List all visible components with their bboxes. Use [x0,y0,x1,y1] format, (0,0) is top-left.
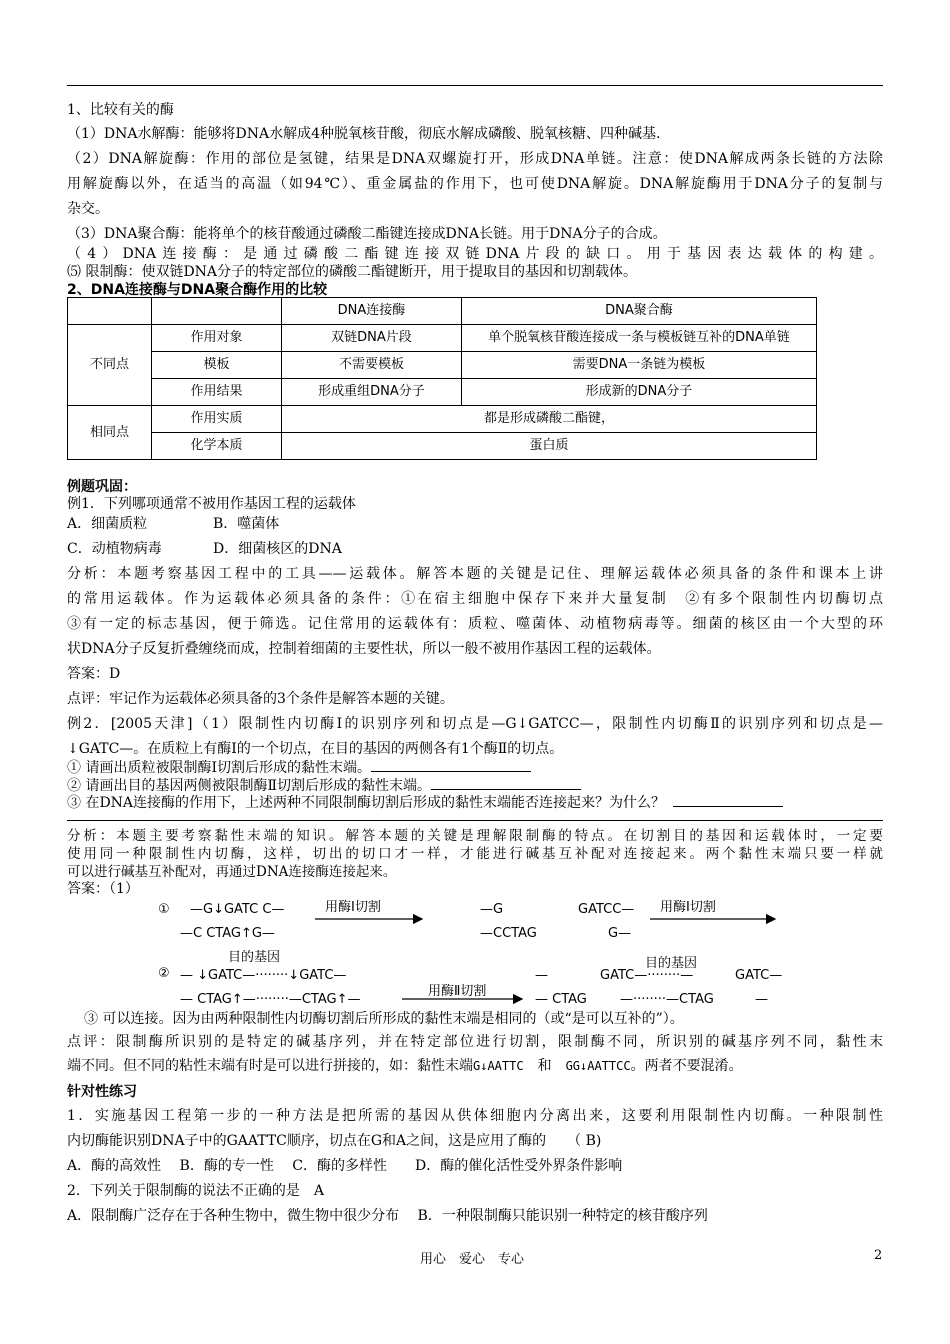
col-header-polymerase: DNA聚合酶 [462,298,817,325]
ex2-question-2: ↓GATC—。在质粒上有酶Ⅰ的一个切点，在目的基因的两侧各有1个酶Ⅱ的切点。 [67,741,564,757]
ex2-comment-1: 点评：限制酶所识别的是特定的碱基序列，并在特定部位进行切割，限制酶不同，所识别的碱基序列不同，黏性末 [67,1034,883,1050]
practice-heading: 针对性练习 [67,1084,137,1100]
ex1-options-cd [67,540,342,558]
d1-arrow2-label: 用酶Ⅰ切割 [660,900,716,915]
ex2-analysis-3: 可以进行碱基互补配对，再通过DNA连接酶连接起来。 [67,864,397,880]
table-row [68,352,817,379]
section1-p3: （3）DNA聚合酶：能将单个的核苷酸通过磷酸二酯键连接成DNA长链。用于DNA分子的合成。 [67,226,667,242]
d2-result1-bottom: — CTAG [535,992,587,1007]
d1-bottom-strand: —C CTAG↑G— [180,926,275,941]
group-diff: 不同点 [68,325,152,406]
table-cell: 单个脱氧核苷酸连接成一条与模板链互补的DNA单链 [462,325,817,352]
d1-result2-bottom: G— [608,926,632,941]
ex1-answer: 答案：D [67,666,121,682]
col-header-ligase: DNA连接酶 [282,298,462,325]
ex2-sub-2-text: ② 请画出目的基因两侧被限制酶Ⅱ切割后形成的黏性末端。 [67,778,431,794]
ex2-comment-2 [67,1057,743,1075]
d2-result2-top: GATC—········— [600,968,694,983]
ex2-sub-3 [67,794,783,812]
section2-heading: 2、DNA连接酶与DNA聚合酶作用的比较 [67,282,328,298]
ex2-analysis-2: 使用同一种限制性内切酶，这样，切出的切口才一样，才能进行碱基互补配对连接起来。两个黏性末端只要一样就 [67,846,883,862]
section1-p2c: 杂交。 [67,201,109,217]
group-same: 相同点 [68,406,152,460]
section1-p4: （4）DNA连接酶：是通过磷酸二酯键连接双链DNA片段的缺口。用于基因表达载体的构建。 [67,246,883,262]
practice-q1-options: A．酶的高效性 B．酶的专一性 C．酶的多样性 D．酶的催化活性受外界条件影响 [67,1158,623,1174]
row-label: 作用结果 [152,379,282,406]
ex2-comment-2-and: 和 [537,1058,552,1074]
examples-heading: 例题巩固： [67,479,137,495]
ex1-analysis-2: 的常用运载体。作为运载体必须具备的条件：①在宿主细胞中保存下来并大量复制 ②有多个限制性内切酶切点 [67,591,883,607]
ex1-option-b: B．噬菌体 [213,516,280,532]
header-rule [67,85,883,86]
d1-result1-bottom: —CCTAG [480,926,537,941]
table-row [68,406,817,433]
sticky-end-sequence-1: G↓AATTC [473,1059,524,1073]
ex1-question: 例1．下列哪项通常不被用作基因工程的运载体 [67,496,356,512]
table-row [68,433,817,460]
page-number: 2 [874,1248,883,1263]
ex2-comment-2-end: 。两者不要混淆。 [630,1058,743,1074]
answer-blank [431,789,581,790]
ex2-analysis-1: 分析：本题主要考察黏性末端的知识。解答本题的关键是理解限制酶的特点。在切割目的基因和运载体时，一定要 [67,828,883,844]
row-label: 化学本质 [152,433,282,460]
answer-blank-line [67,820,883,821]
table-row [68,379,817,406]
d2-top-strand: — ↓GATC—········↓GATC— [180,968,347,983]
practice-q1-line1: 1．实施基因工程第一步的一种方法是把所需的基因从供体细胞内分离出来，这要利用限制性内切酶。一种限制性 [67,1108,883,1124]
table-cell: 形成重组DNA分子 [282,379,462,406]
table-cell: 蛋白质 [282,433,817,460]
ex2-sub-2 [67,777,581,795]
answer-blank [673,806,783,807]
sticky-end-sequence-2: GG↓AATTCC [565,1059,631,1073]
d1-result1-top: —G [480,902,504,917]
ex1-option-a: A．细菌质粒 [67,516,148,532]
ex2-answer-3: ③ 可以连接。因为由两种限制性内切酶切割后所形成的黏性末端是相同的（或“是可以互补的”）。 [84,1011,684,1027]
d1-result2-top: GATCC— [578,902,635,917]
ex2-sub-1-text: ① 请画出质粒被限制酶Ⅰ切割后形成的黏性末端。 [67,760,371,776]
row-label: 作用实质 [152,406,282,433]
section1-p2b: 用解旋酶以外，在适当的高温（如94℃）、重金属盐的作用下，也可使DNA解旋。DNA解旋酶用于DNA分子的复制与 [67,176,883,192]
table-cell: 需要DNA一条链为模板 [462,352,817,379]
d2-arrow-label: 用酶Ⅱ切割 [428,984,487,999]
d1-top-strand: —G↓GATC C— [190,902,285,917]
table-cell-empty [152,298,282,325]
ex1-options-ab [67,515,279,533]
table-cell: 都是形成磷酸二酯键， [282,406,817,433]
diagram-marker-1: ① [158,902,170,917]
practice-q1-line2: 内切酶能识别DNA子中的GAATTC顺序，切点在G和A之间，这是应用了酶的 （ B) [67,1133,602,1149]
section1-p5: ⑸ 限制酶：使双链DNA分子的特定部位的磷酸二酯键断开，用于提取目的基因和切割载体。 [67,264,638,280]
table-cell: 不需要模板 [282,352,462,379]
row-label: 作用对象 [152,325,282,352]
ex1-analysis-3: ③有一定的标志基因，便于筛选。记住常用的运载体有：质粒、噬菌体、动植物病毒等。细菌的核区由一个大型的环 [67,616,883,632]
d2-result2-gene-label: 目的基因 [645,956,698,971]
ex1-comment: 点评：牢记作为运载体必须具备的3个条件是解答本题的关键。 [67,691,454,707]
comparison-table [67,297,817,460]
table-cell: 形成新的DNA分子 [462,379,817,406]
ex2-question-1: 例2．[2005天津]（1）限制性内切酶Ⅰ的识别序列和切点是—G↓GATCC—，限制性内切酶Ⅱ的识别序列和切点是— [67,716,883,732]
d2-gene-label: 目的基因 [228,950,281,965]
d2-result3-top: GATC— [735,968,783,983]
ex2-sub-1 [67,759,531,777]
section1-p1: （1）DNA水解酶：能够将DNA水解成4种脱氧核苷酸，彻底水解成磷酸、脱氧核糖、四种碱基. [67,126,661,142]
section1-heading: 1、比较有关的酶 [67,102,174,118]
ex2-answer-label: 答案：（1） [67,881,139,897]
table-header-row [68,298,817,325]
practice-q2: 2．下列关于限制酶的说法不正确的是 A [67,1183,325,1199]
section1-p2a: （2）DNA解旋酶：作用的部位是氢键，结果是DNA双螺旋打开，形成DNA单链。注意：使DNA解成两条长链的方法除 [67,151,883,167]
ex1-analysis-4: 状DNA分子反复折叠缠绕而成，控制着细菌的主要性状，所以一般不被用作基因工程的运载体。 [67,641,661,657]
d2-bottom-strand: — CTAG↑—········—CTAG↑— [180,992,361,1007]
answer-blank [371,771,531,772]
table-row [68,325,817,352]
d1-arrow-label: 用酶Ⅰ切割 [325,900,381,915]
practice-q2-options: A．限制酶广泛存在于各种生物中，微生物中很少分布 B．一种限制酶只能识别一种特定的核苷酸序列 [67,1208,708,1224]
table-cell-empty [68,298,152,325]
ex1-option-c: C．动植物病毒 [67,541,162,557]
table-cell: 双链DNA片段 [282,325,462,352]
sticky-end-diagram [150,895,800,1015]
d2-result1-top: — [535,968,548,983]
d2-result2-bottom: —········—CTAG [620,992,714,1007]
ex1-analysis-1: 分析：本题考察基因工程中的工具——运载体。解答本题的关键是记住、理解运载体必须具备的条件和课本上讲 [67,566,883,582]
footer-motto: 用心 爱心 专心 [420,1252,525,1267]
row-label: 模板 [152,352,282,379]
ex2-comment-2-text: 端不同。但不同的粘性末端有时是可以进行拼接的，如：黏性末端 [67,1058,473,1074]
diagram-marker-2: ② [158,966,170,981]
d2-result3-bottom: — [755,992,768,1007]
ex1-option-d: D．细菌核区的DNA [213,541,342,557]
ex2-sub-3-text: ③ 在DNA连接酶的作用下，上述两种不同限制酶切割后形成的黏性末端能否连接起来？为什么？ [67,795,666,811]
